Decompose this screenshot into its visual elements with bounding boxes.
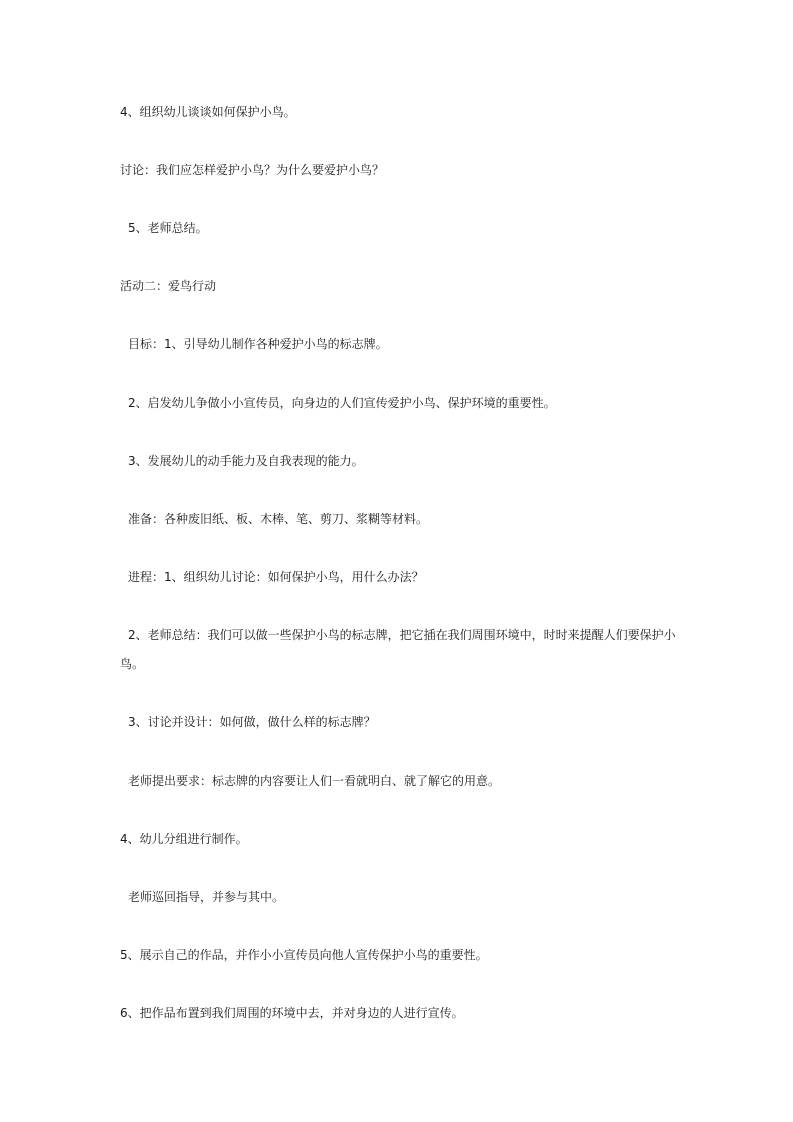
paragraph-goal-2: 2、启发幼儿争做小小宣传员，向身边的人们宣传爱护小鸟、保护环境的重要性。 — [128, 396, 556, 410]
paragraph-process-3: 3、讨论并设计：如何做，做什么样的标志牌？ — [128, 715, 376, 729]
activity-two-heading: 活动二：爱鸟行动 — [120, 279, 217, 293]
paragraph-teacher-guidance: 老师巡回指导，并参与其中。 — [128, 890, 285, 904]
paragraph-process-1: 进程：1、组织幼儿讨论：如何保护小鸟，用什么办法？ — [128, 570, 424, 584]
paragraph-step-5-summary: 5、老师总结。 — [128, 221, 208, 235]
paragraph-goal-3: 3、发展幼儿的动手能力及自我表现的能力。 — [128, 454, 364, 468]
paragraph-step-4-group-work: 4、幼儿分组进行制作。 — [120, 832, 248, 846]
paragraph-discussion-question: 讨论：我们应怎样爱护小鸟？为什么要爱护小鸟？ — [120, 163, 385, 177]
paragraph-goal-1: 目标：1、引导幼儿制作各种爱护小鸟的标志牌。 — [128, 337, 388, 351]
paragraph-teacher-requirement: 老师提出要求：标志牌的内容要让人们一看就明白、就了解它的用意。 — [128, 774, 501, 788]
paragraph-step-6-display: 6、把作品布置到我们周围的环境中去，并对身边的人进行宣传。 — [120, 1006, 464, 1020]
paragraph-step-5-showcase: 5、展示自己的作品，并作小小宣传员向他人宣传保护小鸟的重要性。 — [120, 948, 488, 962]
paragraph-process-2: 2、老师总结：我们可以做一些保护小鸟的标志牌，把它插在我们周围环境中，时时来提醒人们要保护小 — [128, 628, 676, 642]
paragraph-process-2-continued: 鸟。 — [120, 657, 145, 671]
paragraph-preparation: 准备：各种废旧纸、板、木棒、笔、剪刀、浆糊等材料。 — [128, 512, 429, 526]
paragraph-step-4-discuss: 4、组织幼儿谈谈如何保护小鸟。 — [120, 105, 296, 119]
